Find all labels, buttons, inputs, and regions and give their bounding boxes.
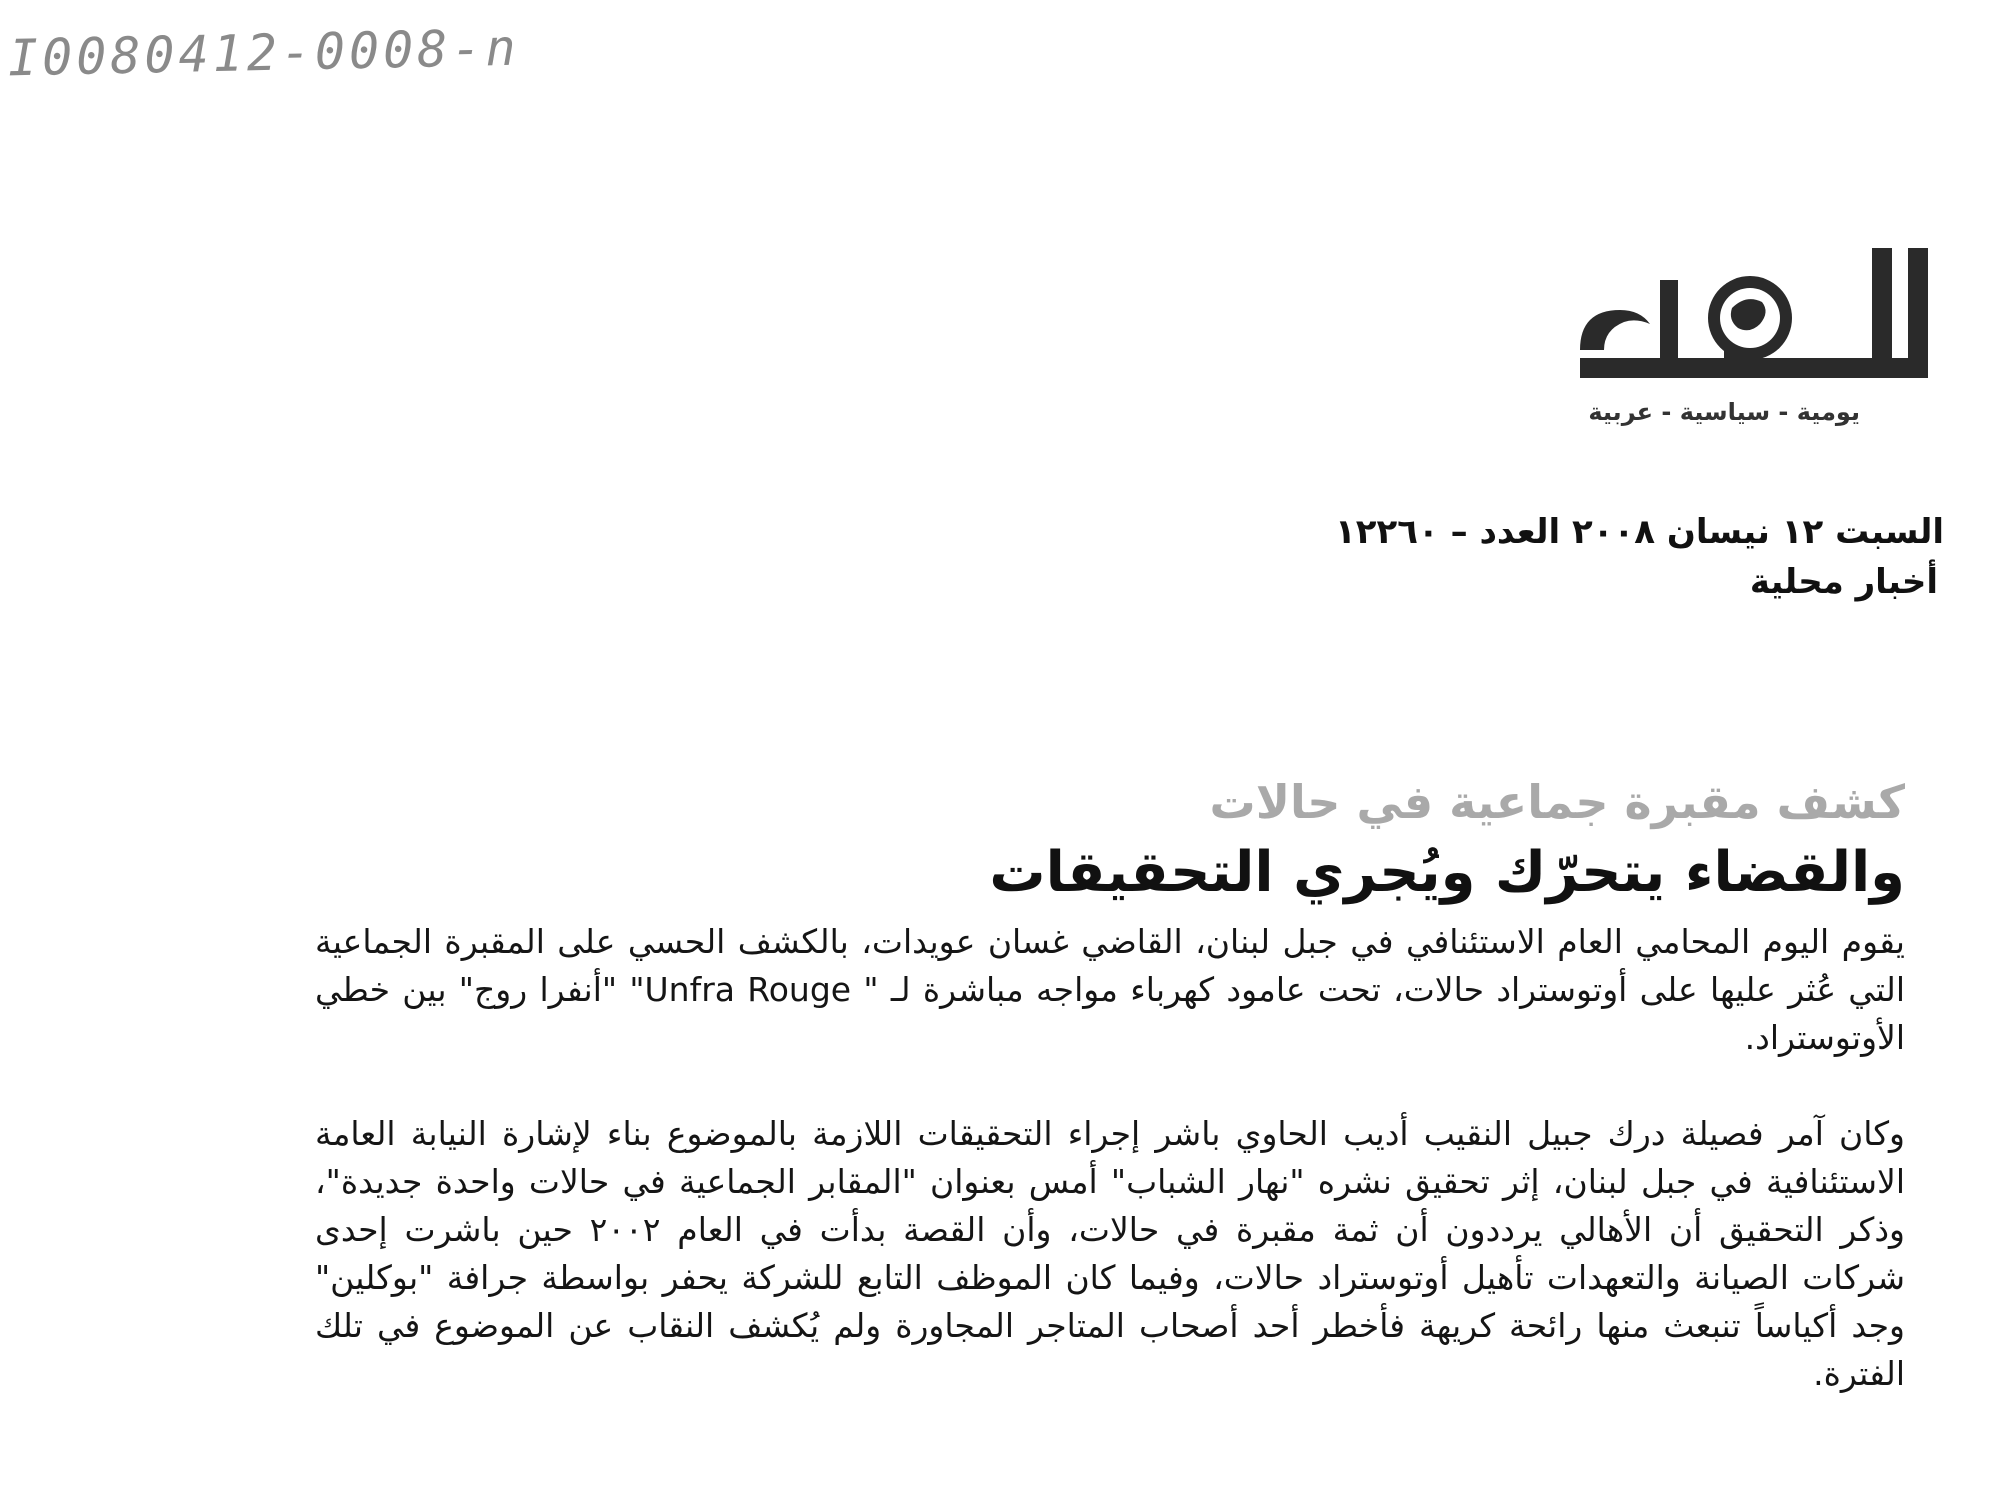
newspaper-tagline: يومية - سياسية - عربية (1588, 398, 1860, 426)
article-paragraph-2: وكان آمر فصيلة درك جبيل النقيب أديب الحاوي باشر إجراء التحقيقات اللازمة بالموضوع بناء لإشارة النيابة العامة الاستئنافية في جبل لبنان، إثر تحقيق نشره "نهار الشباب" أمس بعنوان "المقابر الجماعية في حالات واحدة جديدة"، وذكر التحقيق أن الأهالي يرددون أن ثمة مقبرة في حالات، وأن القصة بدأت في العام ٢٠٠٢ حين باشرت إحدى شركات الصيانة والتعهدات تأهيل أوتوستراد حالات، وفيما كان الموظف التابع للشركة يحفر بواسطة جرافة "بوكلين" وجد أكياساً تنبعث منها رائحة كريهة فأخطر أحد أصحاب المتاجر المجاورة ولم يُكشف النقاب عن الموضوع في تلك الفترة. (315, 1114, 1905, 1393)
section-name: أخبار محلية (1749, 562, 1938, 602)
article-kicker: كشف مقبرة جماعية في حالات (1209, 775, 1905, 829)
archive-handwritten-id: I0080412-0008-n (7, 18, 521, 88)
article-headline: والقضاء يتحرّك ويُجري التحقيقات (989, 840, 1905, 905)
logo-graphic (1510, 230, 1940, 410)
issue-dateline: السبت ١٢ نيسان ٢٠٠٨ العدد – ١٢٢٦٠ (1335, 512, 1944, 552)
article-paragraph-1: يقوم اليوم المحامي العام الاستئنافي في جبل لبنان، القاضي غسان عويدات، بالكشف الحسي على المقبرة الجماعية التي عُثر عليها على أوتوستراد حالات، تحت عامود كهرباء مواجه مباشرة لـ " Unfra Rouge" "أنفرا روج" بين خطي الأوتوستراد. (315, 922, 1905, 1057)
